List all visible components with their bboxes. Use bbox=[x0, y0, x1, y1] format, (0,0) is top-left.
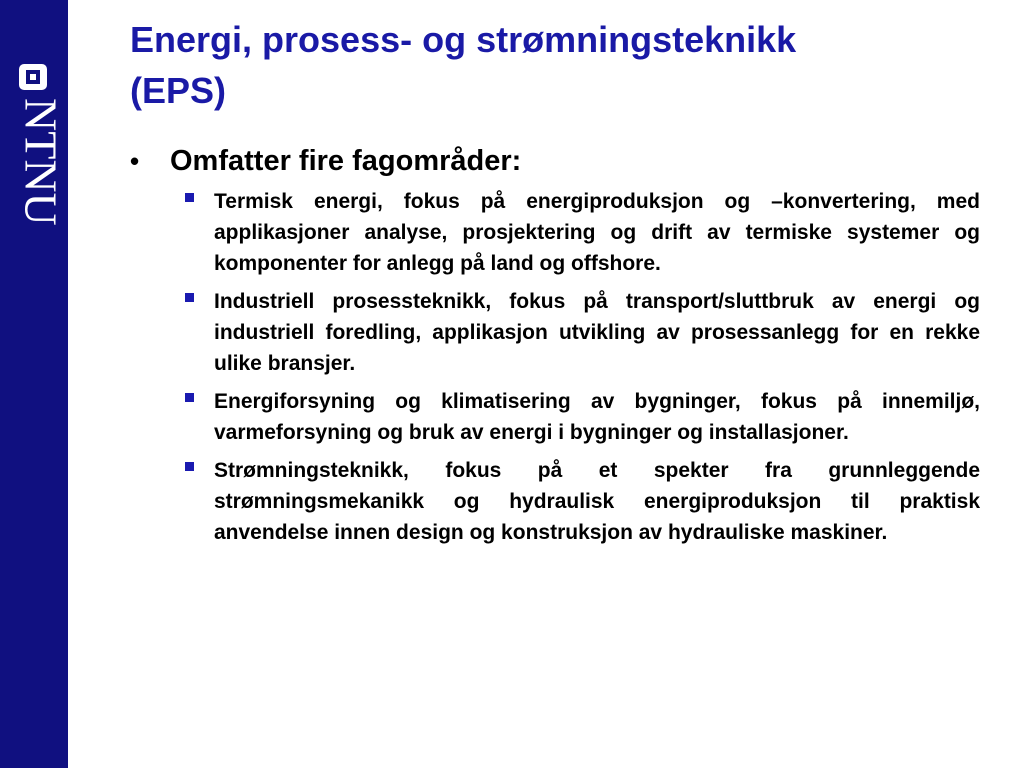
bullet-dot-icon: • bbox=[130, 146, 140, 176]
list-item-text: Strømningsteknikk, fokus på et spekter fra grunnleggende strømningsmekanikk og hydraulisk energiproduksjon til praktisk anvendelse innen design og konstruksjon av hydrauliske maskiner. bbox=[214, 459, 980, 544]
ntnu-logo-text bbox=[14, 98, 67, 238]
list-item-text: Termisk energi, fokus på energiproduksjon og –konvertering, med applikasjoner analyse, prosjektering og drift av termiske systemer og komponenter for anlegg på land og offshore. bbox=[214, 190, 980, 275]
sub-bullet-list bbox=[130, 186, 980, 548]
square-bullet-icon bbox=[185, 462, 194, 471]
bullet-heading-text: Omfatter fire fagområder: bbox=[170, 145, 522, 177]
slide-content bbox=[130, 143, 980, 555]
page-title bbox=[130, 14, 990, 116]
list-item bbox=[130, 286, 980, 379]
square-bullet-icon bbox=[185, 393, 194, 402]
list-item bbox=[130, 386, 980, 448]
sidebar bbox=[0, 0, 68, 768]
square-bullet-icon bbox=[185, 193, 194, 202]
list-item-text: Energiforsyning og klimatisering av bygninger, fokus på innemiljø, varmeforsyning og bruk av energi i bygninger og installasjoner. bbox=[214, 390, 980, 444]
list-item bbox=[130, 455, 980, 548]
title-line-2: (EPS) bbox=[130, 70, 227, 111]
ntnu-logo-icon bbox=[18, 63, 48, 91]
list-item bbox=[130, 186, 980, 279]
square-bullet-icon bbox=[185, 293, 194, 302]
list-item-text: Industriell prosessteknikk, fokus på transport/sluttbruk av energi og industriell foredling, applikasjon utvikling av prosessanlegg for en rekke ulike bransjer. bbox=[214, 290, 980, 375]
logo-wordmark: NTNU bbox=[15, 98, 67, 226]
bullet-heading bbox=[130, 143, 980, 179]
title-line-1: Energi, prosess- og strømningsteknikk bbox=[130, 19, 797, 60]
